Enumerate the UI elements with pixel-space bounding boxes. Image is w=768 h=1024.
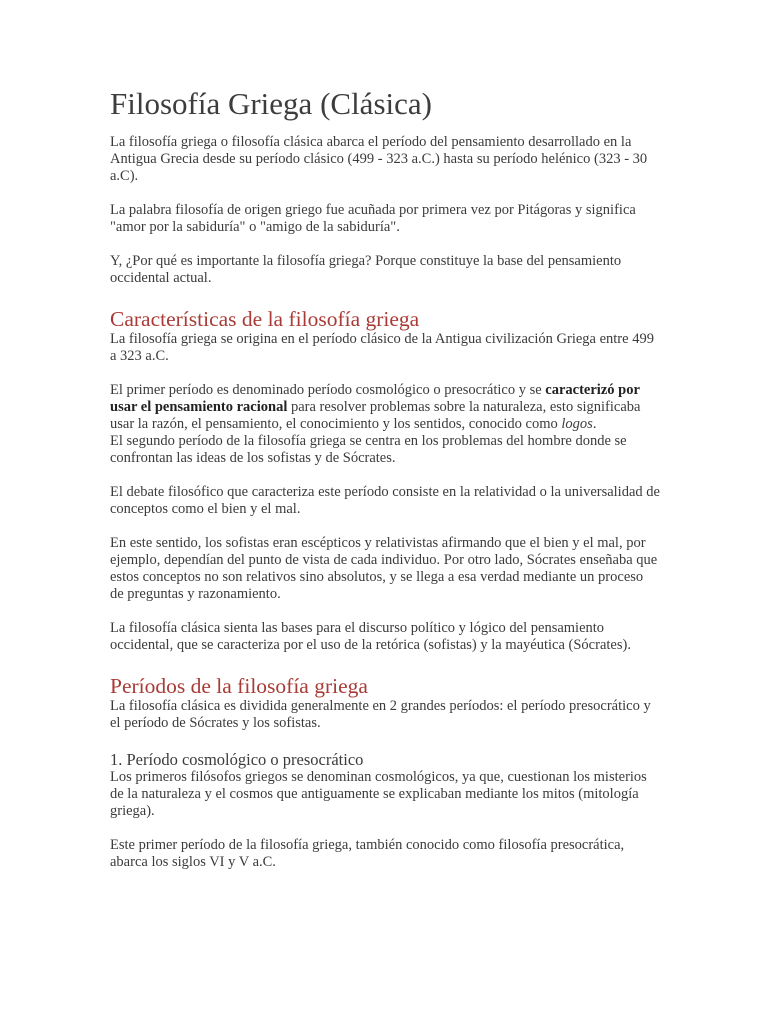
section-heading-caracteristicas: Características de la filosofía griega: [110, 307, 420, 331]
text-run: para resolver problemas sobre la naturaleza, esto significaba usar la razón, el pensamiento, el conocimiento y los sentidos, conocido como: [110, 399, 641, 432]
intro-paragraph-1: La filosofía griega o filosofía clásica abarca el período del pensamiento desarrollado en la Antigua Grecia desde su período clásico (499 - 323 a.C.) hasta su período helénico (323 - 30 a.C).: [110, 134, 648, 184]
caracteristicas-paragraph-3: El segundo período de la filosofía griega se centra en los problemas del hombre donde se confrontan las ideas de los sofistas y de Sócrates.: [110, 433, 627, 466]
subsection-heading-periodo-cosmologico: 1. Período cosmológico o presocrático: [110, 750, 364, 769]
bold-text: caracterizó por usar el pensamiento racional: [110, 382, 640, 415]
caracteristicas-paragraph-6: La filosofía clásica sienta las bases para el discurso político y lógico del pensamiento occidental, que se caracteriza por el uso de la retórica (sofistas) y la mayéutica (Sócrates).: [110, 620, 631, 653]
document-page: [110, 86, 660, 871]
caracteristicas-paragraph-2: [110, 382, 660, 433]
periodo-cosmologico-paragraph-1: Los primeros filósofos griegos se denominan cosmológicos, ya que, cuestionan los misterios de la naturaleza y el cosmos que antiguamente se explicaban mediante los mitos (mitología griega).: [110, 769, 647, 819]
text-run: El primer período es denominado período cosmológico o presocrático y se: [110, 382, 546, 398]
intro-paragraph-2: La palabra filosofía de origen griego fue acuñada por primera vez por Pitágoras y significa "amor por la sabiduría" o "amigo de la sabiduría".: [110, 202, 636, 235]
text-run: .: [592, 416, 597, 432]
caracteristicas-paragraph-4: El debate filosófico que caracteriza este período consiste en la relatividad o la universalidad de conceptos como el bien y el mal.: [110, 484, 660, 517]
intro-paragraph-3: Y, ¿Por qué es importante la filosofía griega? Porque constituye la base del pensamiento occidental actual.: [110, 253, 622, 286]
periodos-paragraph-1: La filosofía clásica es dividida generalmente en 2 grandes períodos: el período presocrático y el período de Sócrates y los sofistas.: [110, 698, 651, 731]
italic-term: logos: [561, 416, 593, 432]
caracteristicas-paragraph-5: En este sentido, los sofistas eran escépticos y relativistas afirmando que el bien y el mal, por ejemplo, dependían del punto de vista de cada individuo. Por otro lado, Sócrates enseñaba que estos conceptos no son relativos sino absolutos, y se llega a esa verdad mediante un proceso de preguntas y razonamiento.: [110, 535, 658, 602]
page-title: Filosofía Griega (Clásica): [110, 86, 432, 121]
caracteristicas-paragraph-1: La filosofía griega se origina en el período clásico de la Antigua civilización Griega entre 499 a 323 a.C.: [110, 331, 654, 364]
section-heading-periodos: Períodos de la filosofía griega: [110, 674, 368, 698]
periodo-cosmologico-paragraph-2: Este primer período de la filosofía griega, también conocido como filosofía presocrática, abarca los siglos VI y V a.C.: [110, 837, 625, 870]
